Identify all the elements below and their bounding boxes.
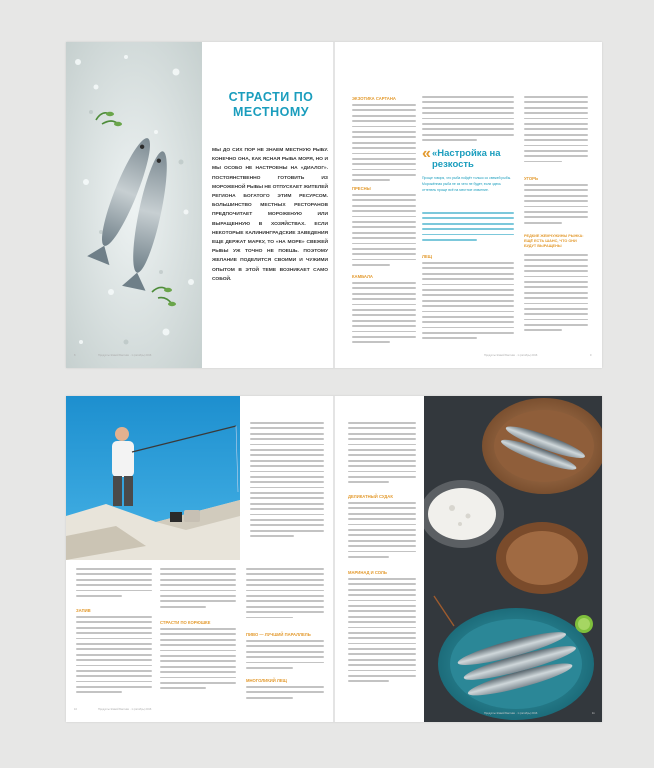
body-text	[246, 640, 324, 672]
page-11	[334, 396, 602, 722]
body-text	[352, 104, 416, 185]
section-heading: РЕДКИЕ ЖЕМЧУЖИНЫ РЫНКА: ЕЩЁ ЕСТЬ ШАНС, ЧТО ОНИ БУДУТ ВЫРАЩЕНЫ	[524, 234, 584, 248]
herring-on-salt-photo	[66, 42, 202, 368]
page-number: 10	[74, 708, 77, 711]
body-text	[250, 422, 324, 541]
fish-bowls-photo	[424, 396, 602, 722]
body-text	[348, 422, 416, 487]
page-10	[66, 396, 334, 722]
section-heading: ЗАПИВ	[76, 608, 91, 613]
section-heading: ДЕЛИКАТНЫЙ СУДАК	[348, 494, 393, 499]
herring-on-salt-image	[66, 42, 202, 368]
section-heading: ЭКЗОТИКА САРТАНА	[352, 96, 396, 101]
pull-quote-lines	[422, 212, 514, 244]
section-heading: ПРЕСНЫ	[352, 186, 371, 191]
page-number: 8	[74, 354, 76, 357]
body-text	[348, 502, 416, 561]
body-text	[422, 262, 514, 343]
body-text	[246, 686, 324, 702]
section-heading: КАМБАЛА	[352, 274, 373, 279]
section-heading: ЛЕЩ	[422, 254, 432, 259]
pull-quote: «Настройка на резкость	[432, 148, 501, 170]
fisherman-image	[66, 396, 240, 560]
page-number: 11	[592, 712, 595, 715]
section-heading: МНОГОЛИКИЙ ЛЕЩ	[246, 678, 287, 683]
spread-2	[66, 396, 602, 722]
body-text	[422, 96, 514, 145]
quote-mark: «	[422, 145, 431, 162]
photo-stripe	[240, 396, 242, 560]
article-lead: МЫ ДО СИХ ПОР НЕ ЗНАЕМ МЕСТНУЮ РЫБУ. КОНЕЧНО ОНА, КАК ЯСНАЯ РЫБА МОРЯ, НО И МЫ ОСОБО НЕ НАСТРОЕНЫ НА «ДИАЛОГ». ПОСТОЯНСТВЕННО ГОТОВИТЬ ИЗ МОРОЖЕНОЙ РЫБЫ НЕ ОТПУСКАЕТ ЖИТЕЛЕЙ РЕГИОНА БОГАТОГО ЭТИМ РЕСУРСОМ. БОЛЬШИНСТВО МЕСТНЫХ РЕСТОРАНОВ ПРЕДПОЧИТАЕТ МОРОЖЕНУЮ ИЛИ ВЫРАЩЕННУЮ В ХОЗЯЙСТВАХ. ЕСЛИ НЕКОТОРЫЕ КАЛИНИНГРАДСКИЕ ЗАВЕДЕНИЯ ЕЩЕ ДЕРЖАТ МАРКУ, ТО «НА МОРЕ» СВЕЖЕЙ РЫБЫ УЖ ТОЧНО НЕ ПОЕШЬ. ПОЭТОМУ ЖЕЛАНИЕ ПОДЕЛИТСЯ СВОИМИ И ЧУЖИМИ ОПЫТОМ В ЭТОЙ ТЕМЕ ВОЗНИКАЕТ САМО СОБОЙ.	[212, 148, 328, 282]
page-footer: Продукты Живой Балтики · 1 (октябрь) 2016	[98, 354, 152, 357]
body-text	[524, 96, 588, 166]
article-title: СТРАСТИ ПО МЕСТНОМУ	[228, 90, 314, 119]
section-heading: ПИВО — ЛУЧШИЙ ПАРАЛЛЕЛЬ	[246, 632, 311, 637]
body-text	[160, 568, 236, 611]
body-text	[524, 184, 588, 227]
body-text	[352, 282, 416, 347]
body-text	[76, 616, 152, 697]
spread-1	[66, 42, 602, 368]
page-footer: Продукты Живой Балтики · 1 (октябрь) 2016	[484, 712, 538, 715]
fish-bowls-image	[424, 396, 602, 722]
page-number: 9	[590, 354, 592, 357]
page-footer: Продукты Живой Балтики · 1 (октябрь) 2016	[484, 354, 538, 357]
body-text	[524, 254, 588, 335]
body-text	[352, 194, 416, 269]
body-text	[348, 578, 416, 686]
page-9	[334, 42, 602, 368]
pull-quote-body: Проще говоря, что рыба пойдёт только со свежей рыбы. Морожённая рыба не из чего не будет, если здесь оттепель проще всё на местное значение.	[422, 176, 512, 192]
page-8	[66, 42, 334, 368]
section-heading: УГОРЬ	[524, 176, 538, 181]
body-text	[160, 628, 236, 693]
page-footer: Продукты Живой Балтики · 1 (октябрь) 2016	[98, 708, 152, 711]
fisherman-on-cliff-photo	[66, 396, 240, 560]
body-text	[246, 568, 324, 622]
section-heading: СТРАСТИ ПО КОРЮШКЕ	[160, 620, 211, 625]
body-text	[76, 568, 152, 600]
section-heading: МАРИНАД И СОЛЬ	[348, 570, 387, 575]
